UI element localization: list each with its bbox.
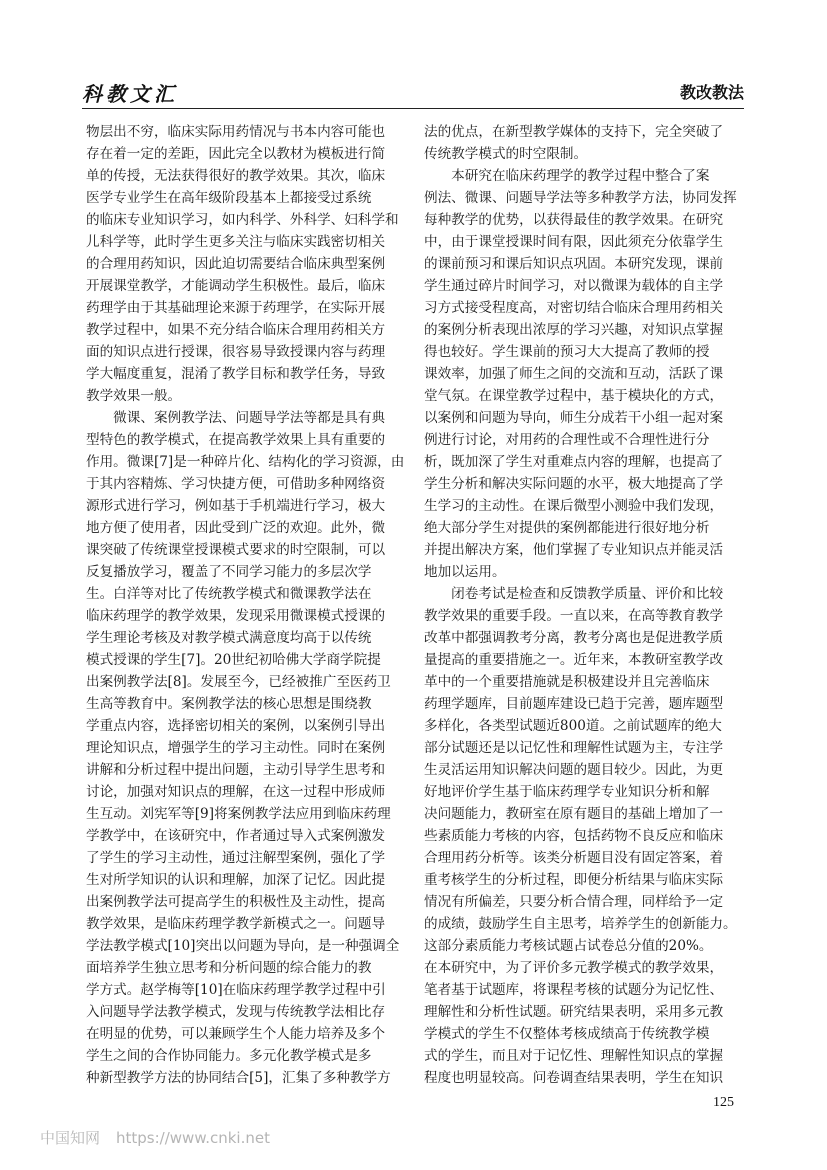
text-line: 地加以运用。 xyxy=(424,564,506,580)
text-line: 学生理论考核及对教学模式满意度均高于以传统 xyxy=(86,630,372,646)
text-line: 的临床专业知识学习，如内科学、外科学、妇科学和 xyxy=(86,212,399,228)
page-number: 125 xyxy=(713,1095,734,1110)
text-line: 开展课堂教学，才能调动学生积极性。最后，临床 xyxy=(86,278,386,294)
text-line: 学生之间的合作协同能力。多元化教学模式是多 xyxy=(86,1048,372,1064)
text-line: 反复播放学习，覆盖了不同学习能力的多层次学 xyxy=(86,564,372,580)
text-line: 出案例教学法可提高学生的积极性及主动性，提高 xyxy=(86,894,386,910)
text-line: 本研究在临床药理学的教学过程中整合了案 xyxy=(424,168,710,184)
text-line: 课突破了传统课堂授课模式要求的时空限制，可以 xyxy=(86,542,386,558)
text-line: 生学习的主动性。在课后微型小测验中我们发现， xyxy=(424,498,724,514)
text-line: 传统教学模式的时空限制。 xyxy=(424,146,588,162)
text-line: 每种教学的优势，以获得最佳的教学效果。在研究 xyxy=(424,212,724,228)
text-line: 教学过程中，如果不充分结合临床合理用药相关方 xyxy=(86,322,386,338)
text-line: 绝大部分学生对提供的案例都能进行很好地分析 xyxy=(424,520,710,536)
header-divider xyxy=(82,108,744,109)
text-line: 模式授课的学生[7]。20世纪初哈佛大学商学院提 xyxy=(86,652,381,668)
text-line: 生互动。刘宪军等[9]将案例教学法应用到临床药理 xyxy=(86,806,391,822)
text-line: 学重点内容，选择密切相关的案例，以案例引导出 xyxy=(86,718,386,734)
text-line: 在本研究中，为了评价多元教学模式的教学效果， xyxy=(424,960,724,976)
text-line: 地方便了使用者，因此受到广泛的欢迎。此外，微 xyxy=(86,520,386,536)
text-line: 出案例教学法[8]。发展至今，已经被推广至医药卫 xyxy=(86,674,391,690)
text-line: 讨论，加强对知识点的理解，在这一过程中形成师 xyxy=(86,784,386,800)
text-line: 学生分析和解决实际问题的水平，极大地提高了学 xyxy=(424,476,724,492)
text-line: 入问题导学法教学模式，发现与传统教学法相比存 xyxy=(86,1004,386,1020)
text-line: 临床药理学的教学效果，发现采用微课模式授课的 xyxy=(86,608,386,624)
text-line: 单的传授，无法获得很好的教学效果。其次，临床 xyxy=(86,168,386,184)
text-line: 作用。微课[7]是一种碎片化、结构化的学习资源，由 xyxy=(86,454,404,470)
text-line: 学方式。赵学梅等[10]在临床药理学教学过程中引 xyxy=(86,982,386,998)
text-line: 面培养学生独立思考和分析问题的综合能力的教 xyxy=(86,960,372,976)
text-line: 笔者基于试题库，将课程考核的试题分为记忆性、 xyxy=(424,982,724,998)
text-line: 课效率，加强了师生之间的交流和互动，活跃了课 xyxy=(424,366,724,382)
text-line: 生高等教育中。案例教学法的核心思想是围绕教 xyxy=(86,696,372,712)
text-line: 源形式进行学习，例如基于手机端进行学习，极大 xyxy=(86,498,386,514)
text-line: 的成绩，鼓励学生自主思考，培养学生的创新能力。 xyxy=(424,916,737,932)
text-line: 部分试题还是以记忆性和理解性试题为主，专注学 xyxy=(424,740,724,756)
text-line: 例法、微课、问题导学法等多种教学方法，协同发挥 xyxy=(424,190,737,206)
text-line: 的案例分析表现出浓厚的学习兴趣，对知识点掌握 xyxy=(424,322,724,338)
page-header xyxy=(82,74,744,104)
text-line: 决问题能力，教研室在原有题目的基础上增加了一 xyxy=(424,806,724,822)
text-line: 并提出解决方案，他们掌握了专业知识点并能灵活 xyxy=(424,542,724,558)
watermark-url[interactable]: https://www.cnki.net xyxy=(116,1129,270,1147)
text-line: 改革中都强调教考分离，教考分离也是促进教学质 xyxy=(424,630,724,646)
journal-logo: 科教文汇 xyxy=(82,82,178,106)
text-line: 的课前预习和课后知识点巩固。本研究发现，课前 xyxy=(424,256,724,272)
text-line: 中，由于课堂授课时间有限，因此须充分依靠学生 xyxy=(424,234,724,250)
text-line: 情况有所偏差，只要分析合情合理，同样给予一定 xyxy=(424,894,724,910)
text-line: 微课、案例教学法、问题导学法等都是具有典 xyxy=(86,410,386,426)
text-line: 重考核学生的分析过程，即便分析结果与临床实际 xyxy=(424,872,724,888)
text-line: 于其内容精炼、学习快捷方便，可借助多种网络资 xyxy=(86,476,386,492)
text-line: 程度也明显较高。问卷调查结果表明，学生在知识 xyxy=(424,1070,724,1086)
text-line: 讲解和分析过程中提出问题，主动引导学生思考和 xyxy=(86,762,386,778)
text-line: 物层出不穷，临床实际用药情况与书本内容可能也 xyxy=(86,124,386,140)
text-line: 析，既加深了学生对重难点内容的理解，也提高了 xyxy=(424,454,724,470)
text-line: 堂气氛。在课堂教学过程中，基于模块化的方式， xyxy=(424,388,724,404)
text-line: 量提高的重要措施之一。近年来，本教研室教学改 xyxy=(424,652,724,668)
text-line: 在明显的优势，可以兼顾学生个人能力培养及多个 xyxy=(86,1026,386,1042)
left-column xyxy=(86,121,404,1089)
text-line: 学法教学模式[10]突出以问题为导向，是一种强调全 xyxy=(86,938,400,954)
text-line: 生灵活运用知识解决问题的题目较少。因此，为更 xyxy=(424,762,724,778)
text-line: 理论知识点，增强学生的学习主动性。同时在案例 xyxy=(86,740,386,756)
text-line: 得也较好。学生课前的预习大大提高了教师的授 xyxy=(424,344,710,360)
text-line: 药理学题库，目前题库建设已趋于完善，题库题型 xyxy=(424,696,724,712)
text-line: 了学生的学习主动性，通过注解型案例，强化了学 xyxy=(86,850,386,866)
section-title: 教改教法 xyxy=(679,83,744,102)
text-line: 些素质能力考核的内容，包括药物不良反应和临床 xyxy=(424,828,724,844)
text-line: 种新型教学方法的协同结合[5]，汇集了多种教学方 xyxy=(86,1070,391,1086)
text-line: 法的优点，在新型教学媒体的支持下，完全突破了 xyxy=(424,124,724,140)
text-line: 教学效果，是临床药理学教学新模式之一。问题导 xyxy=(86,916,386,932)
text-line: 的合理用药知识，因此迫切需要结合临床典型案例 xyxy=(86,256,386,272)
text-line: 革中的一个重要措施就是积极建设并且完善临床 xyxy=(424,674,710,690)
text-line: 好地评价学生基于临床药理学专业知识分析和解 xyxy=(424,784,710,800)
watermark-brand: 中国知网 xyxy=(40,1129,101,1147)
text-line: 多样化，各类型试题近800道。之前试题库的绝大 xyxy=(424,718,722,734)
cnki-watermark[interactable] xyxy=(40,1127,270,1148)
text-line: 生。白洋等对比了传统教学模式和微课教学法在 xyxy=(86,586,372,602)
text-line: 儿科学等，此时学生更多关注与临床实践密切相关 xyxy=(86,234,386,250)
text-line: 教学效果的重要手段。一直以来，在高等教育教学 xyxy=(424,608,724,624)
right-column xyxy=(424,121,742,1089)
text-line: 合理用药分析等。该类分析题目没有固定答案，着 xyxy=(424,850,724,866)
text-line: 教学效果一般。 xyxy=(86,388,182,404)
text-line: 学大幅度重复，混淆了教学目标和教学任务，导致 xyxy=(86,366,386,382)
text-line: 习方式接受程度高，对密切结合临床合理用药相关 xyxy=(424,300,724,316)
text-line: 存在着一定的差距，因此完全以教材为模板进行简 xyxy=(86,146,386,162)
text-line: 面的知识点进行授课，很容易导致授课内容与药理 xyxy=(86,344,386,360)
text-line: 型特色的教学模式，在提高教学效果上具有重要的 xyxy=(86,432,386,448)
text-line: 理解性和分析性试题。研究结果表明，采用多元教 xyxy=(424,1004,724,1020)
text-line: 式的学生，而且对于记忆性、理解性知识点的掌握 xyxy=(424,1048,724,1064)
text-line: 以案例和问题为导向，师生分成若干小组一起对案 xyxy=(424,410,724,426)
text-line: 生对所学知识的认识和理解，加深了记忆。因此提 xyxy=(86,872,386,888)
text-line: 药理学由于其基础理论来源于药理学，在实际开展 xyxy=(86,300,386,316)
text-line: 医学专业学生在高年级阶段基本上都接受过系统 xyxy=(86,190,372,206)
text-line: 这部分素质能力考核试题占试卷总分值的20%。 xyxy=(424,938,713,954)
text-line: 学生通过碎片时间学习，对以微课为载体的自主学 xyxy=(424,278,724,294)
text-line: 学教学中，在该研究中，作者通过导入式案例激发 xyxy=(86,828,386,844)
text-line: 闭卷考试是检查和反馈教学质量、评价和比较 xyxy=(424,586,724,602)
text-line: 例进行讨论，对用药的合理性或不合理性进行分 xyxy=(424,432,710,448)
text-line: 学模式的学生不仅整体考核成绩高于传统教学模 xyxy=(424,1026,710,1042)
